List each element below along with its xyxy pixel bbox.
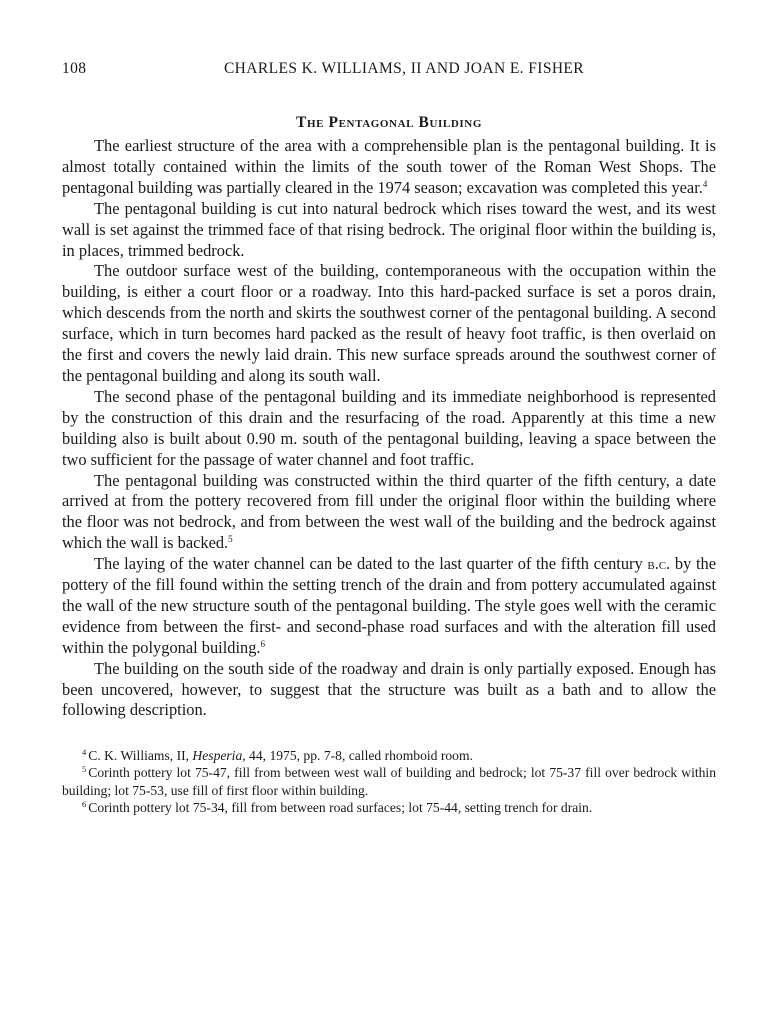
section-heading: The Pentagonal Building <box>296 114 482 131</box>
paragraph-text: The building on the south side of the roadway and drain is only partially exposed. Enough has been uncovered, however, to suggest that the structure was built as a bath and to allow the following description. <box>62 658 716 720</box>
paragraph <box>62 387 716 471</box>
footnote-text: Corinth pottery lot 75-34, fill from between road surfaces; lot 75-44, setting trench for drain. <box>88 799 593 815</box>
paragraph-text: The outdoor surface west of the building, contemporaneous with the occupation within the building, is either a court floor or a roadway. Into this hard-packed surface is set a poros drain, which descends from the north and skirts the southwest corner of the pentagonal building. A second surface, which in turn becomes hard packed as the result of heavy foot traffic, is then overlaid on the first and covers the newly laid drain. This new surface spreads around the southwest corner of the pentagonal building and along its south wall. <box>62 261 716 385</box>
running-title: CHARLES K. WILLIAMS, II AND JOAN E. FISHER <box>223 60 585 77</box>
footnote-text: 44, 1975, pp. 7-8, called rhomboid room. <box>245 748 473 764</box>
page-number: 108 <box>62 60 87 77</box>
paragraph <box>62 199 716 262</box>
page <box>62 56 716 816</box>
paragraph <box>62 471 716 555</box>
footnote-text: C. K. Williams, II, <box>88 748 193 764</box>
paragraph-text: The pentagonal building is cut into natural bedrock which rises toward the west, and its west wall is set against the trimmed face of that rising bedrock. The original floor within the building is, in places, trimmed bedrock. <box>62 198 716 260</box>
paragraph-text: The pentagonal building was constructed within the third quarter of the fifth century, a date arrived at from the pottery recovered from fill under the original floor within the building where the floor was not bedrock, and from between the west wall of the building and the bedrock against which the wall is backed. <box>62 470 716 553</box>
paragraph-text: The second phase of the pentagonal building and its immediate neighborhood is represented by the construction of this drain and the resurfacing of the road. Apparently at this time a new building also is built about 0.90 m. south of the pentagonal building, leaving a space between the two sufficient for the passage of water channel and foot traffic. <box>62 386 716 469</box>
journal-title: Hesperia, <box>192 748 246 764</box>
footnote-reference[interactable]: 4 <box>702 178 708 189</box>
paragraph-text: The laying of the water channel can be dated to the last quarter of the fifth century <box>94 554 648 574</box>
era-abbreviation: b.c. <box>647 554 671 574</box>
running-head <box>62 56 716 84</box>
paragraph <box>62 136 716 199</box>
paragraph <box>62 659 716 722</box>
footnote-number: 6 <box>82 798 87 809</box>
footnote <box>62 799 716 816</box>
footnote-number: 5 <box>82 764 87 775</box>
footnote-text: Corinth pottery lot 75-47, fill from between west wall of building and bedrock; lot 75-37 fill over bedrock within building; lot 75-53, use fill of first floor within building. <box>62 765 716 798</box>
footnote-reference[interactable]: 5 <box>228 534 233 545</box>
footnote <box>62 764 716 798</box>
paragraph <box>62 261 716 386</box>
paragraph <box>62 554 716 659</box>
footnote-reference[interactable]: 6 <box>260 638 265 649</box>
paragraph-text: The earliest structure of the area with a comprehensible plan is the pentagonal building. It is almost totally contained within the limits of the south tower of the Roman West Shops. The pentagonal building was partially cleared in the 1974 season; excavation was completed this year. <box>62 136 716 197</box>
footnote-number: 4 <box>82 747 87 758</box>
paragraph-text: by the pottery of the fill found within the setting trench of the drain and from pottery accumulated against the wall of the new structure south of the pentagonal building. The style goes well with the ceramic evidence from between the first- and second-phase road surfaces and with the alteration fill used within the polygonal building. <box>62 554 716 657</box>
body-text <box>62 136 716 721</box>
footnotes <box>62 747 716 815</box>
footnote <box>62 747 716 764</box>
